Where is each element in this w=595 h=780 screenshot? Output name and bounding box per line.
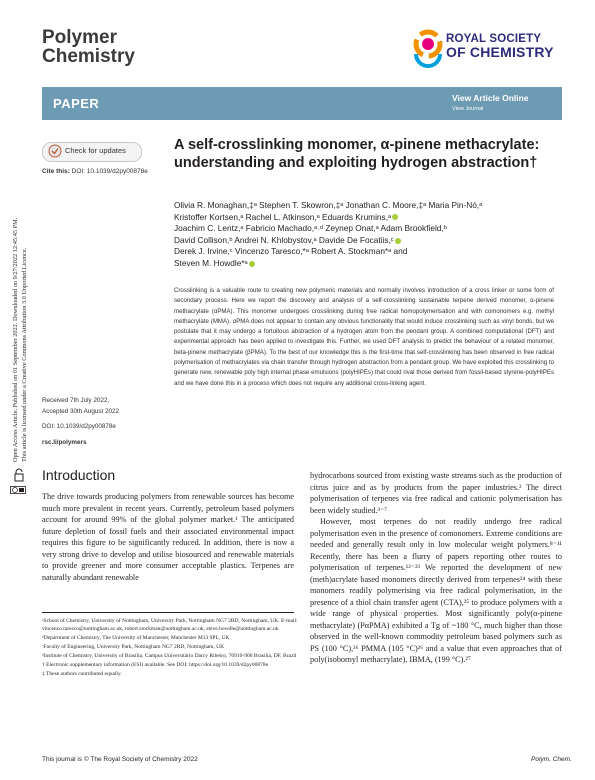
footnote-affiliation-b: ᵇDepartment of Chemistry, The University of Manchester, Manchester M13 9PL, UK bbox=[42, 635, 230, 641]
author-line: Steven M. Howdle*ᵃ bbox=[174, 258, 559, 270]
orcid-icon[interactable] bbox=[395, 238, 401, 244]
cite-this bbox=[42, 168, 148, 175]
publisher-name bbox=[446, 33, 554, 60]
footnote-affiliation-c: ᶜFaculty of Engineering, University Park, Nottingham NG7 2RD, Nottingham, UK bbox=[42, 644, 225, 650]
author-list bbox=[174, 200, 559, 270]
side-text-line2: This article is licensed under a Creative Commons Attribution 3.0 Unported Licence. bbox=[21, 247, 28, 462]
orcid-icon[interactable] bbox=[249, 261, 255, 267]
footnote-divider bbox=[42, 612, 294, 613]
author-line: Derek J. Irvine,ᶜ Vincenzo Taresco,*ᵃ Robert A. Stockman*ᵃ and bbox=[174, 246, 408, 257]
body-column-left bbox=[42, 491, 294, 583]
footer-copyright: This journal is © The Royal Society of Chemistry 2022 bbox=[42, 756, 198, 763]
creative-commons-icon[interactable] bbox=[10, 486, 26, 494]
author-line: Joachim C. Lentz,ᵃ Fabricio Machado,ᵃ˒ᵈ Zeynep Onat,ᵃ Adam Brookfield,ᵇ bbox=[174, 223, 447, 234]
check-updates-icon bbox=[48, 144, 62, 158]
author-line: David Collison,ᵇ Andrei N. Khlobystov,ᵃ Davide De Focatiis,ᶜ bbox=[174, 235, 559, 247]
publisher-line1: ROYAL SOCIETY bbox=[446, 33, 542, 45]
author-line: Olivia R. Monaghan,‡ᵃ Stephen T. Skowron,‡ᵃ Jonathan C. Moore,‡ᵃ Maria Pin-Nó,ᵃ bbox=[174, 200, 483, 210]
view-article-online-link[interactable]: View Article Online bbox=[452, 93, 529, 103]
journal-name-line1: Polymer bbox=[42, 27, 117, 48]
footnotes bbox=[42, 617, 300, 679]
accepted-date: Accepted 30th August 2022 bbox=[42, 407, 120, 415]
author-line: Kristoffer Kortsen,ᵃ Rachel L. Atkinson,ᵃ Eduards Krumins,ᵃ bbox=[174, 212, 559, 224]
footer-journal-abbrev: Polym. Chem. bbox=[531, 756, 572, 763]
cite-label: Cite this: bbox=[42, 168, 70, 175]
journal-name bbox=[42, 28, 135, 66]
journal-name-line2: Chemistry bbox=[42, 46, 135, 67]
view-journal-link[interactable]: View Journal bbox=[452, 106, 484, 112]
article-title: A self-crosslinking monomer, α-pinene methacrylate: understanding and exploiting hydrogen abstraction† bbox=[174, 137, 540, 171]
abstract: Crosslinking is a valuable route to creating new polymeric materials and normally involves introduction of a cross linker or some form of secondary process. Here we report the discovery and analysis of a self-crosslinking sustainable terpene derived monomer, α-pinene methacrylate (αPMA). This monomer undergoes crosslinking during free radical homopolymerisation and with comonomers e.g. methyl methacrylate (MMA). αPMA does not appear to contain any obvious functionality that would induce crosslinking such as vinyl bonds, but we postulate that it may undergo a fortuitous abstraction of a hydrogen atom from the pendant group. A combined computational (DFT) and experimental approach has been applied to investigate this. Further, we used DFT analysis to predict the behaviour of a related monomer, beta-pinene methacrylate (βPMA). To the best of our knowledge this is the first-time that self-crosslinking has been observed in free radical polymerisation of methacrylates via chain transfer through hydrogen abstraction from a pendant group. We have exploited this crosslinking to generate new, renewable poly high internal phase emulsions (polyHIPEs) that could rival those derived from fossil-based styrene-polyHIPEs and we have done this in a process which does not require any additional cross-linking agent. bbox=[174, 287, 554, 387]
journal-site-link[interactable]: rsc.li/polymers bbox=[42, 438, 87, 446]
article-type-label: PAPER bbox=[53, 96, 100, 111]
article-history bbox=[42, 396, 119, 448]
side-text-line1: Open Access Article. Published on 01 September 2022. Downloaded on 9/27/2022 12:45:45 PM. bbox=[12, 217, 19, 462]
body-column-right bbox=[310, 470, 562, 666]
body-paragraph: However, most terpenes do not readily undergo free radical polymerisation even in the presence of comonomers. Extreme conditions are needed and generally result only in low molecular weight polymers.⁸⁻¹¹ Recently, there has been a flurry of papers reporting other routes to polymerisation of terpenes.¹²⁻²³ We reported the development of new (meth)acrylate based monomers directly derived from terpenes²⁴ with these monomers readily polymerising via free radical polymerisation, in the presence of a thiol chain transfer agent (CTA),²⁵ to produce polymers with a wide range of physical properties. Most significantly poly(α-pinene methacrylate) (PαPMA) exhibited a Tg of ~180 °C, much higher than those observed in the well-known commodity petroleum based polymers such as PS (100 °C),²⁶ PMMA (105 °C)²⁶ and a value that even approaches that of poly(isobornyl methacrylate), IBMA, (199 °C).²⁷ bbox=[310, 517, 562, 664]
check-updates-label: Check for updates bbox=[65, 146, 126, 155]
cite-doi[interactable]: DOI: 10.1039/d2py00878e bbox=[71, 168, 148, 175]
body-paragraph: hydrocarbons sourced from existing waste streams such as the production of citrus juice and as by products from the paper industries.² The direct polymerisation of terpenes via free radical and cationic polymerisation has been widely studied.³⁻⁷ bbox=[310, 471, 562, 515]
open-access-icon bbox=[14, 468, 24, 482]
article-type-band bbox=[42, 87, 562, 120]
footnote-affiliation-a: ᵃSchool of Chemistry, University of Nottingham, University Park, Nottingham NG7 2RD, Nottingham, UK. E-mail: vincenzo.taresco@nottingham.ac.uk, robert.stockman@nottingham.ac.uk, steve.howdle@nottingham.ac.uk bbox=[42, 618, 298, 632]
orcid-icon[interactable] bbox=[392, 214, 398, 220]
received-date: Received 7th July 2022, bbox=[42, 397, 110, 404]
footnote-equal-contribution: ‡ These authors contributed equally. bbox=[42, 671, 122, 677]
body-paragraph: The drive towards producing polymers from renewable sources has become much more prevalent in recent years. Currently, petroleum based polymers account for around 99% of the global polymer market.¹ The anticipated future depletion of fossil fuels and their associated environmental impact requires this figure to be significantly reduced. In addition, there is now a very strong drive to develop and utilise biosourced and renewable materials to provide greener and more consumer acceptable plastics. Terpenes are naturally abundant renewable bbox=[42, 492, 294, 582]
footnote-affiliation-d: ᵈInstitute of Chemistry, University of Brasília, Campus Universitário Darcy Ribeiro, 70910-900 Brasília, DF, Brazil bbox=[42, 653, 297, 659]
section-heading-introduction: Introduction bbox=[42, 467, 116, 483]
footnote-esi[interactable]: † Electronic supplementary information (ESI) available. See DOI: https://doi.org/10.1039/d2py00878e bbox=[42, 662, 269, 668]
open-access-side-text bbox=[8, 152, 30, 462]
publisher-line2: OF CHEMISTRY bbox=[446, 44, 554, 60]
article-doi[interactable]: DOI: 10.1039/d2py00878e bbox=[42, 423, 116, 431]
